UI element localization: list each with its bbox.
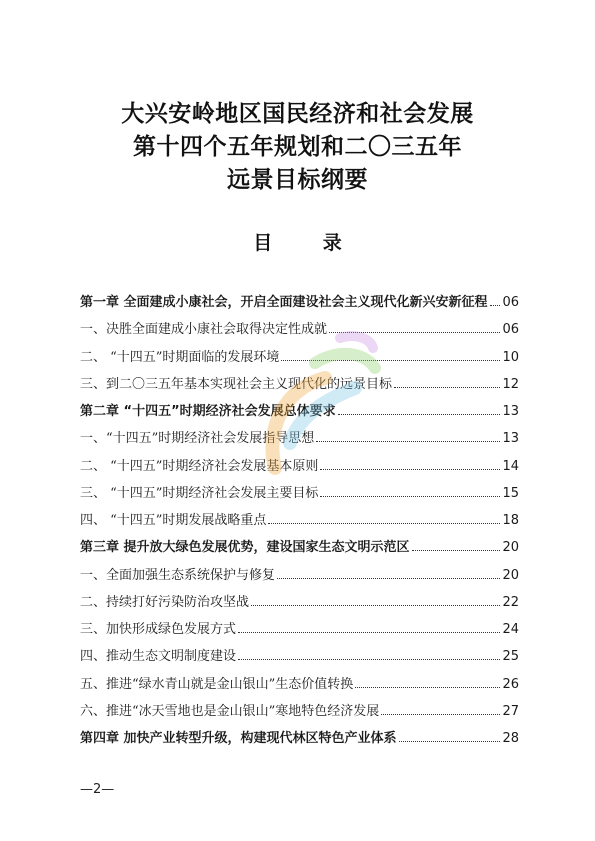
toc-section-entry[interactable]: [80, 564, 519, 591]
toc-dot-leader: [320, 468, 500, 470]
title-line-3: 远景目标纲要: [227, 166, 368, 193]
toc-heading: 目 录: [253, 232, 364, 254]
toc-dot-leader: [412, 549, 501, 551]
toc-dot-leader: [355, 686, 500, 688]
toc-entry-page-number: 14: [502, 458, 519, 474]
toc-entry-label: 三、加快形成绿色发展方式: [80, 622, 237, 637]
toc-section-entry[interactable]: [80, 427, 519, 454]
toc-chapter-entry[interactable]: [80, 400, 519, 427]
toc-entry-label: 五、推进“绿水青山就是金山银山”生态价值转换: [80, 676, 354, 692]
toc-entry-label: 四、推动生态文明制度建设: [80, 649, 237, 665]
toc-entry-page-number: 20: [502, 540, 519, 556]
toc-entry-page-number: 27: [502, 703, 519, 719]
title-line-1: 大兴安岭地区国民经济和社会发展: [121, 100, 474, 127]
toc-section-entry[interactable]: [80, 509, 519, 536]
toc-entry-label: 第二章 “十四五”时期经济社会发展总体要求: [80, 404, 336, 419]
toc-entry-label: 第一章 全面建成小康社会，开启全面建设社会主义现代化新兴安新征程: [80, 295, 488, 310]
toc-entry-page-number: 10: [502, 349, 519, 365]
toc-entry-label: 六、推进“冰天雪地也是金山银山”寒地特色经济发展: [80, 703, 380, 719]
toc-section-entry[interactable]: [80, 618, 519, 645]
toc-section-entry[interactable]: [80, 591, 519, 618]
toc-chapter-entry[interactable]: [80, 291, 519, 318]
toc-entry-page-number: 22: [502, 594, 519, 610]
toc-entry-label: 二、 “十四五”时期面临的发展环境: [80, 349, 280, 365]
toc-section-entry[interactable]: [80, 645, 519, 672]
toc-dot-leader: [381, 713, 500, 715]
toc-dot-leader: [238, 658, 500, 660]
toc-entry-label: 一、“十四五”时期经济社会发展指导思想: [80, 431, 315, 447]
toc-dot-leader: [320, 495, 500, 497]
toc-section-entry[interactable]: [80, 346, 519, 373]
toc-dot-leader: [490, 304, 501, 306]
toc-dot-leader: [316, 440, 500, 442]
toc-entry-label: 一、决胜全面建成小康社会取得决定性成就: [80, 322, 328, 338]
toc-dot-leader: [394, 386, 500, 388]
toc-entry-page-number: 25: [502, 649, 519, 665]
toc-dot-leader: [238, 631, 500, 633]
document-title: [0, 97, 595, 196]
toc-dot-leader: [268, 522, 500, 524]
toc-entry-page-number: 24: [502, 622, 519, 637]
toc-dot-leader: [338, 413, 501, 415]
toc-entry-label: 二、持续打好污染防治攻坚战: [80, 594, 250, 610]
page-number-footer: —2—: [80, 782, 115, 797]
toc-entry-page-number: 12: [502, 376, 519, 392]
toc-dot-leader: [281, 359, 500, 361]
toc-dot-leader: [329, 331, 500, 333]
toc-entry-label: 第四章 加快产业转型升级，构建现代林区特色产业体系: [80, 731, 397, 746]
toc-entry-page-number: 06: [502, 322, 519, 338]
toc-entry-label: 第三章 提升放大绿色发展优势，建设国家生态文明示范区: [80, 540, 410, 556]
toc-entry-page-number: 13: [502, 431, 519, 447]
toc-entry-label: 一、全面加强生态系统保护与修复: [80, 567, 276, 583]
toc-entry-label: 三、 “十四五”时期经济社会发展主要目标: [80, 485, 319, 501]
toc-dot-leader: [251, 604, 500, 606]
toc-section-entry[interactable]: [80, 700, 519, 727]
toc-entry-label: 二、 “十四五”时期经济社会发展基本原则: [80, 458, 319, 474]
toc-dot-leader: [277, 577, 500, 579]
toc-section-entry[interactable]: [80, 373, 519, 400]
title-line-2: 第十四个五年规划和二〇三五年: [133, 133, 462, 160]
toc-entry-page-number: 26: [502, 676, 519, 692]
table-of-contents: [80, 291, 519, 754]
toc-chapter-entry[interactable]: [80, 727, 519, 754]
toc-section-entry[interactable]: [80, 482, 519, 509]
toc-entry-page-number: 20: [502, 567, 519, 583]
toc-entry-label: 四、 “十四五”时期发展战略重点: [80, 513, 267, 528]
toc-chapter-entry[interactable]: [80, 536, 519, 563]
toc-dot-leader: [399, 740, 501, 742]
toc-entry-page-number: 13: [502, 404, 519, 419]
toc-section-entry[interactable]: [80, 673, 519, 700]
toc-section-entry[interactable]: [80, 318, 519, 345]
toc-entry-label: 三、到二〇三五年基本实现社会主义现代化的远景目标: [80, 376, 393, 392]
toc-entry-page-number: 18: [502, 513, 519, 528]
toc-entry-page-number: 06: [502, 295, 519, 310]
toc-entry-page-number: 28: [502, 731, 519, 746]
toc-entry-page-number: 15: [502, 485, 519, 501]
toc-section-entry[interactable]: [80, 455, 519, 482]
